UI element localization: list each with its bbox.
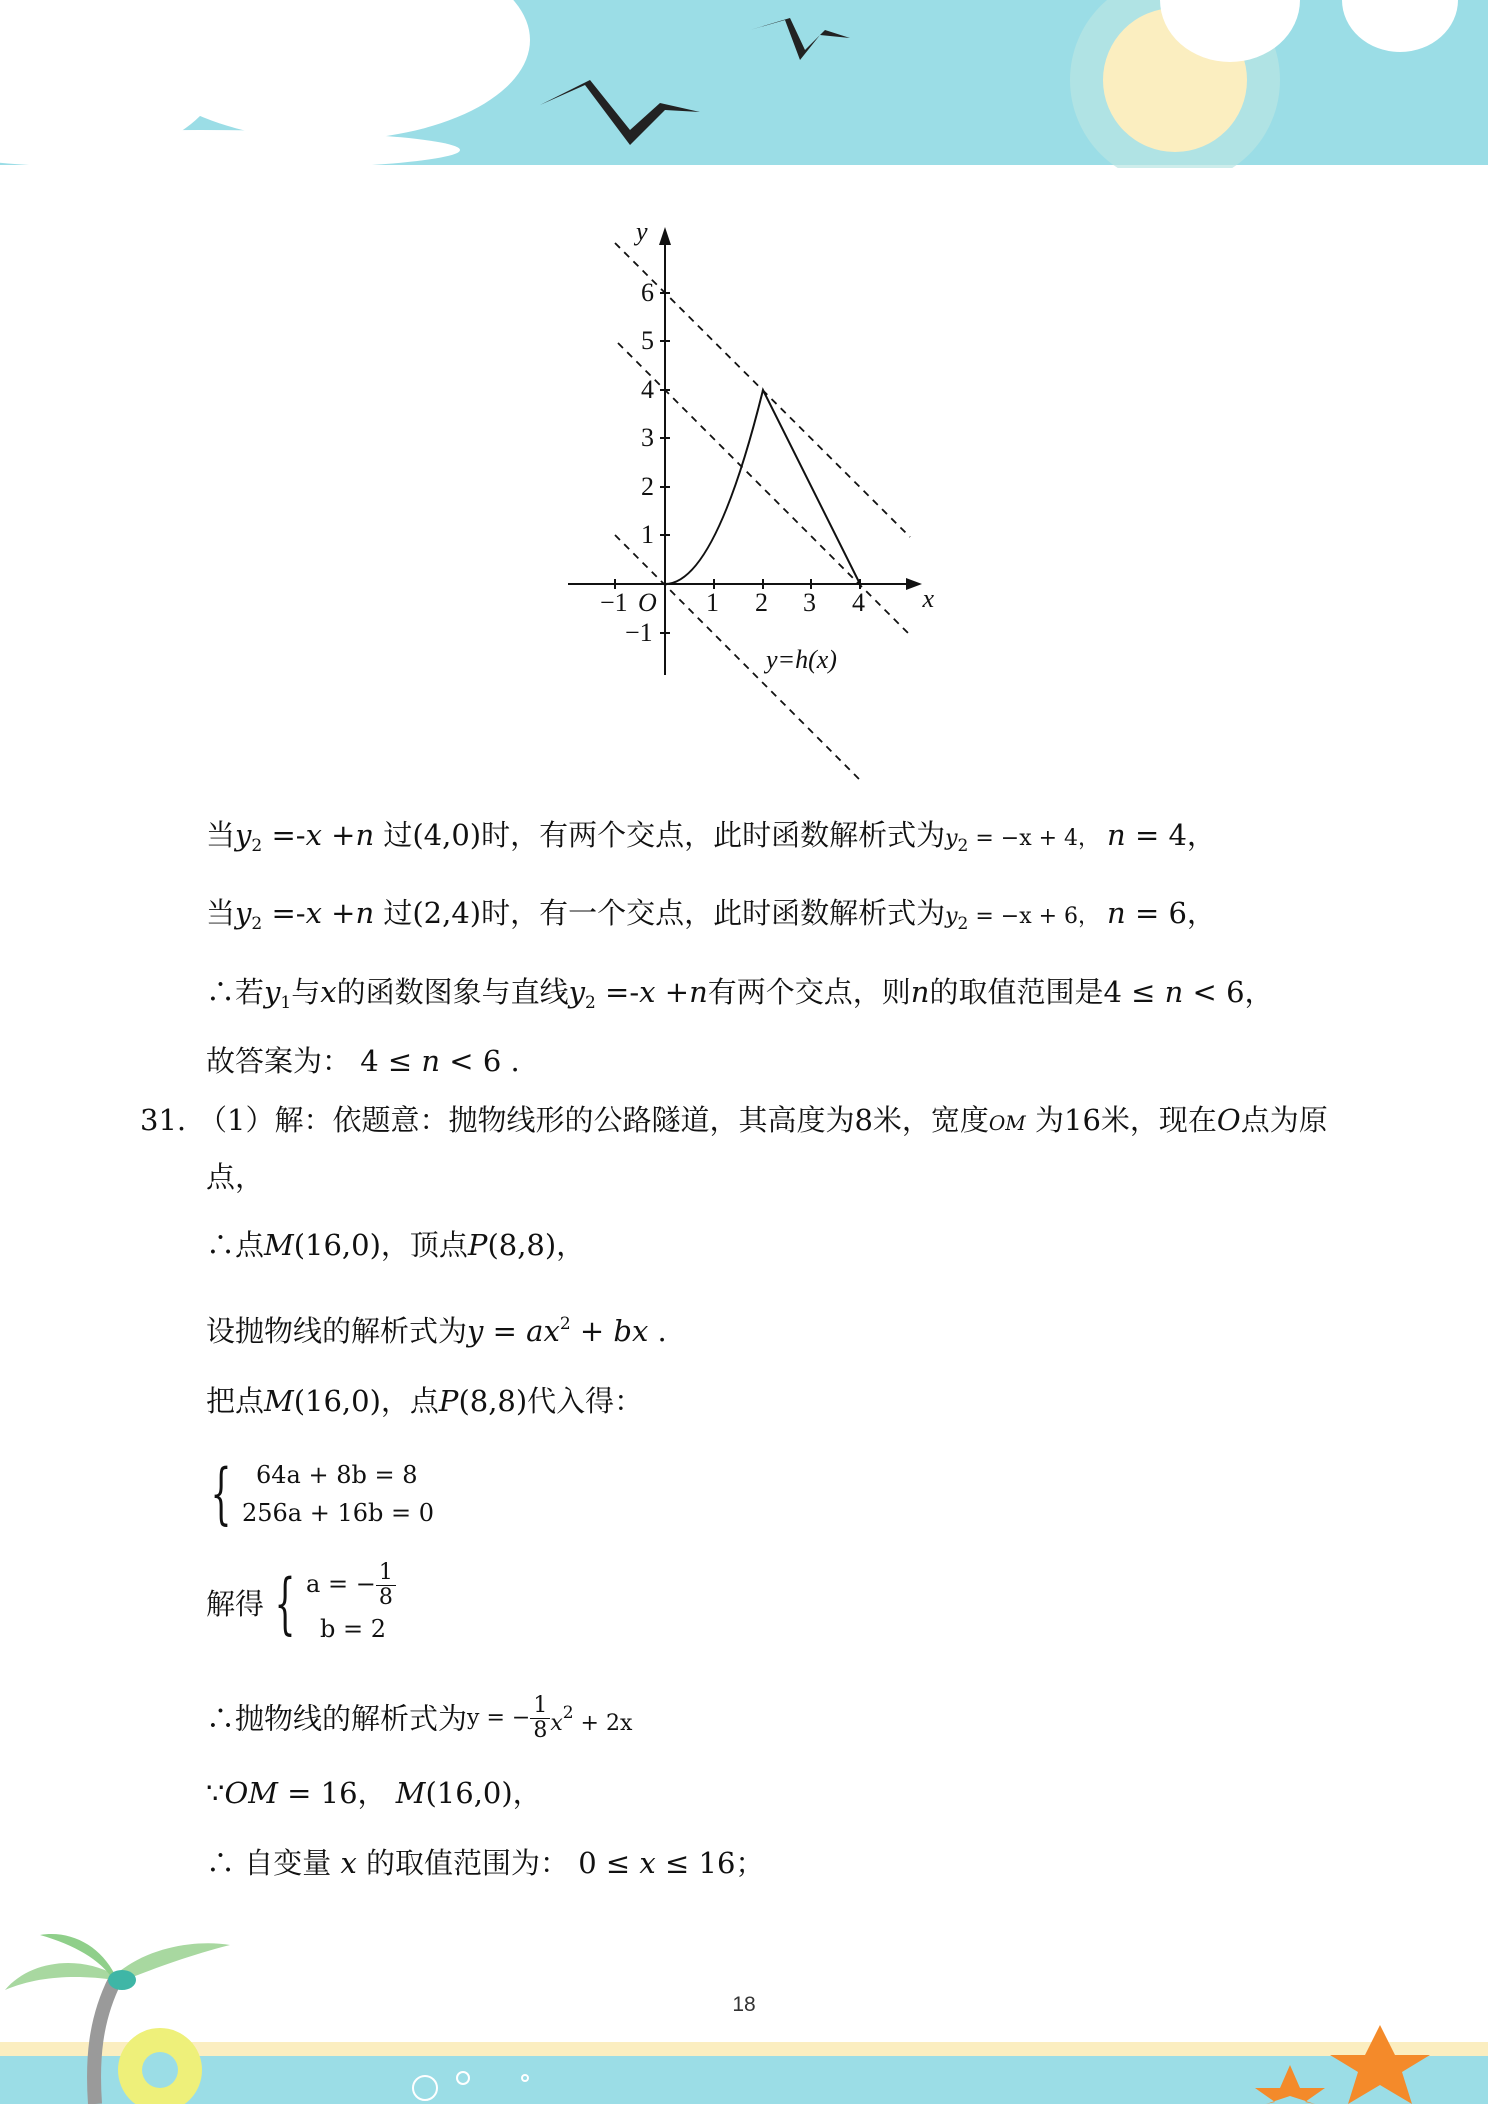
text-line-parabola: ∴抛物线的解析式为y = − $\frac{1}{8}x^2 + 2x$ [206, 1693, 633, 1743]
x-axis-label: x [922, 584, 934, 613]
y-axis-arrow [659, 227, 671, 245]
dashed-lines [615, 243, 910, 781]
x-tick-4: 4 [852, 588, 865, 617]
sand-strip [0, 2042, 1488, 2056]
text-line-setup: 设抛物线的解析式为$y = ax^2$ + bx . [206, 1314, 667, 1348]
origin-label: O [638, 588, 657, 617]
question-31-text: （1）解：依题意：抛物线形的公路隧道，其高度为8米，宽度OM 为16米，现在O点为原 [198, 1103, 1328, 1137]
sea-strip [0, 2056, 1488, 2104]
x-axis-arrow [906, 578, 922, 590]
answer-line: 故答案为： 4 ≤ n < 6 . [206, 1044, 520, 1078]
x-tick-1: 1 [706, 588, 719, 617]
y-axis-label: y [636, 217, 648, 246]
y-tick-3: 3 [641, 423, 654, 452]
text-line-because: ∵OM = 16， M(16,0)， [206, 1776, 542, 1810]
x-tick-2: 2 [755, 588, 768, 617]
question-31-text-cont: 点， [206, 1160, 265, 1194]
header-banner [0, 0, 1488, 168]
text-line-3: ∴若$y_1$与x的函数图象与直线$y_2 =-x +n$有两个交点，则n的取值范围是4 ≤ n < 6， [206, 975, 1274, 1013]
text-line-domain: ∴ 自变量 x 的取值范围为： 0 ≤ x ≤ 16； [206, 1846, 765, 1880]
curve-label: y=h(x) [766, 645, 837, 674]
function-graph [540, 215, 940, 790]
y-tick-1: 1 [641, 520, 654, 549]
brace-icon: { [274, 1565, 296, 1642]
brace-icon: { [210, 1455, 232, 1532]
x-tick-3: 3 [803, 588, 816, 617]
y-tick-2: 2 [641, 472, 654, 501]
life-ring-icon [118, 2028, 202, 2104]
text-line-2: 当$y_2 =-x +n$ 过(2,4)时，有一个交点，此时函数解析式为$y_2 = -x + 6$， n = 6， [206, 896, 1216, 934]
x-tick-neg1: −1 [600, 588, 628, 617]
text-line-points: ∴点M(16,0)，顶点P(8,8)， [206, 1228, 586, 1262]
question-31-number: 31. [140, 1103, 187, 1137]
y-tick-neg1: −1 [625, 618, 653, 647]
text-line-1: 当$y_2 =-x +n$ 过(4,0)时，有两个交点，此时函数解析式为$y_2 = -x + 4$， n = 4， [206, 818, 1216, 856]
text-line-substitute: 把点M(16,0)，点P(8,8)代入得： [206, 1384, 644, 1418]
y-tick-5: 5 [641, 326, 654, 355]
page-number: 18 [732, 1993, 756, 2016]
solution-block: 解得 { a = − $\frac{1}{8}$ b = 2 [206, 1560, 396, 1648]
equation-system: { 64a + 8b = 8 256a + 16b = 0 [210, 1455, 435, 1532]
y-tick-4: 4 [641, 375, 654, 404]
y-tick-6: 6 [641, 278, 654, 307]
